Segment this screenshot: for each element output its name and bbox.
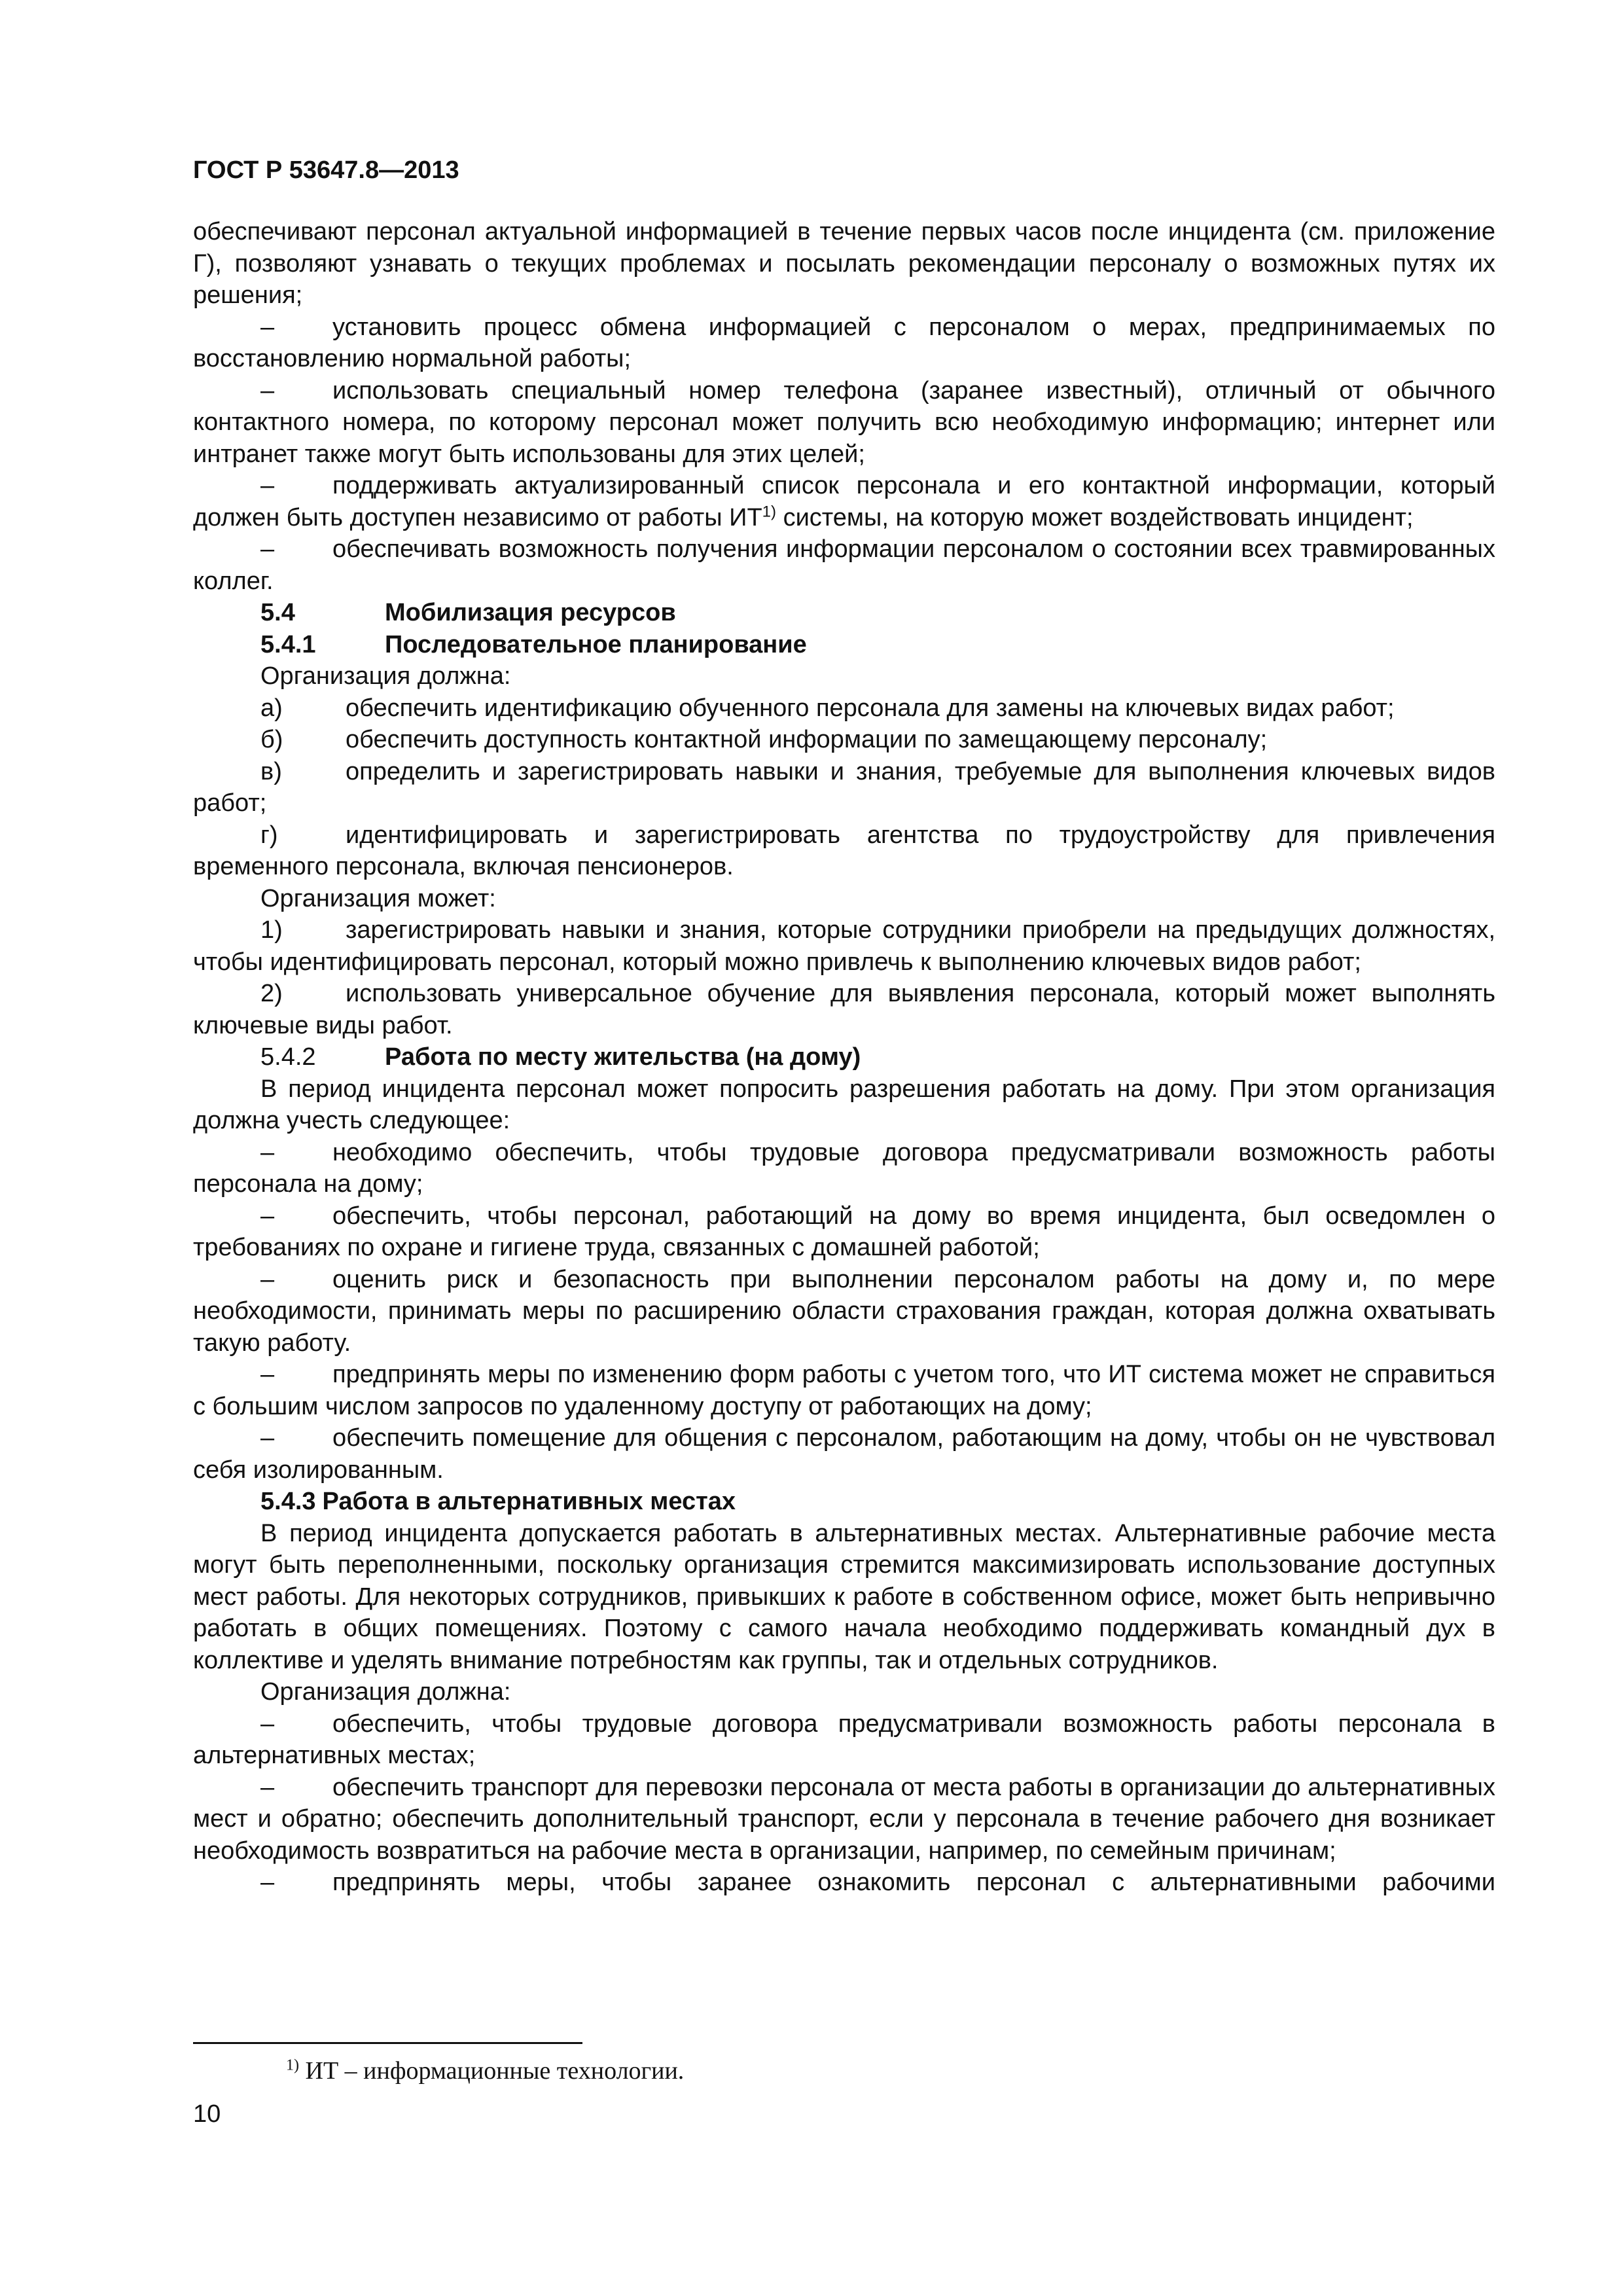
section-heading-5-4-2 bbox=[193, 1041, 1495, 1073]
list-item bbox=[193, 375, 1495, 471]
dash-marker: – bbox=[260, 1869, 275, 1896]
section-heading-5-4 bbox=[193, 597, 1495, 629]
list-item-text: оценить риск и безопасность при выполнении персоналом работы на дому и, по мере необходимости, принимать меры по расширению области страхования граждан, которая должна охватывать такую работу. bbox=[193, 1265, 1495, 1357]
body-text bbox=[193, 216, 1495, 1899]
lead-text: Организация должна: bbox=[260, 662, 511, 690]
document-header: ГОСТ Р 53647.8—2013 bbox=[193, 156, 459, 184]
list-item-text: обеспечить транспорт для перевозки персонала от места работы в организации до альтернативных мест и обратно; обеспечить дополнительный транспорт, если у персонала в течение рабочего дня возникает необходимость возвратиться на рабочие места в организации, например, по семейным причинам; bbox=[193, 1773, 1495, 1865]
list-item-text: поддерживать актуализированный список персонала и его контактной информации, который должен быть доступен независимо от работы ИТ bbox=[193, 472, 1495, 531]
section-title: Работа по месту жительства (на дому) bbox=[385, 1043, 861, 1071]
section-heading-5-4-1 bbox=[193, 629, 1495, 661]
section-intro-paragraph: В период инцидента персонал может попросить разрешения работать на дому. При этом организация должна учесть следующее: bbox=[193, 1075, 1495, 1134]
list-item-text: предпринять меры по изменению форм работы с учетом того, что ИТ система может не справиться с большим числом запросов по удаленному доступу от работающих на дому; bbox=[193, 1361, 1495, 1420]
list-item bbox=[193, 914, 1495, 978]
intro-paragraph: обеспечивают персонал актуальной информацией в течение первых часов после инцидента (см. приложение Г), позволяют узнавать о текущих проблемах и посылать рекомендации персоналу о возможных путях их решения; bbox=[193, 218, 1495, 309]
section-title: Работа в альтернативных местах bbox=[322, 1488, 736, 1515]
list-item-text: обеспечить, чтобы трудовые договора предусматривали возможность работы персонала в альтернативных местах; bbox=[193, 1710, 1495, 1769]
list-item bbox=[193, 1772, 1495, 1867]
list-item-text: обеспечить, чтобы персонал, работающий на дому во время инцидента, был осведомлен о требованиях по охране и гигиене труда, связанных с домашней работой; bbox=[193, 1202, 1495, 1261]
list-item-text: системы, на которую может воздействовать инцидент; bbox=[776, 503, 1414, 531]
list-item bbox=[193, 692, 1495, 725]
list-item-text: идентифицировать и зарегистрировать агентства по трудоустройству для привлечения временного персонала, включая пенсионеров. bbox=[193, 821, 1495, 880]
list-item-text: обеспечить доступность контактной информации по замещающему персоналу; bbox=[346, 726, 1268, 753]
footnote bbox=[286, 2055, 684, 2087]
footnote-reference: 1) bbox=[762, 502, 777, 520]
list-item-text: зарегистрировать навыки и знания, которые сотрудники приобрели на предыдущих должностях, чтобы идентифицировать персонал, который можно привлечь к выполнению ключевых видов работ; bbox=[193, 916, 1495, 976]
footnote-mark: 1) bbox=[286, 2056, 299, 2074]
dash-marker: – bbox=[260, 1773, 275, 1801]
dash-marker: – bbox=[260, 1424, 275, 1452]
list-item bbox=[193, 724, 1495, 756]
list-item bbox=[193, 1867, 1495, 1899]
list-item-text: предпринять меры, чтобы заранее ознакомить персонал с альтернативными рабочими bbox=[332, 1869, 1495, 1896]
dash-marker: – bbox=[260, 472, 275, 499]
section-heading-5-4-3 bbox=[193, 1486, 1495, 1518]
section-number: 5.4.2 bbox=[260, 1043, 316, 1071]
list-item bbox=[193, 312, 1495, 375]
section-number: 5.4 bbox=[260, 599, 295, 626]
list-item bbox=[193, 533, 1495, 597]
section-title: Последовательное планирование bbox=[385, 630, 807, 658]
lead-text: Организация может: bbox=[260, 884, 496, 912]
dash-marker: – bbox=[260, 1265, 275, 1293]
footnote-separator bbox=[193, 2042, 582, 2044]
dash-marker: – bbox=[260, 1710, 275, 1738]
list-item bbox=[193, 1422, 1495, 1486]
dash-marker: – bbox=[260, 376, 275, 404]
list-item bbox=[193, 1264, 1495, 1359]
section-number: 5.4.3 bbox=[260, 1488, 316, 1515]
list-marker: 1) bbox=[260, 916, 283, 944]
list-item bbox=[193, 470, 1495, 533]
page-number: 10 bbox=[193, 2100, 221, 2128]
list-item bbox=[193, 1137, 1495, 1200]
dash-marker: – bbox=[260, 1361, 275, 1388]
list-item-text: использовать специальный номер телефона (заранее известный), отличный от обычного контактного номера, по которому персонал может получить всю необходимую информацию; интернет или интранет также могут быть использованы для этих целей; bbox=[193, 376, 1495, 468]
list-item-text: обеспечить помещение для общения с персоналом, работающим на дому, чтобы он не чувствовал себя изолированным. bbox=[193, 1424, 1495, 1484]
section-intro-paragraph: В период инцидента допускается работать в альтернативных местах. Альтернативные рабочие места могут быть переполненными, поскольку организация стремится максимизировать использование доступных мест работы. Для некоторых сотрудников, привыкших к работе в собственном офисе, может быть непривычно работать в общих помещениях. Поэтому с самого начала необходимо поддерживать командный дух в коллективе и уделять внимание потребностям как группы, так и отдельных сотрудников. bbox=[193, 1519, 1495, 1674]
footnote-text: ИТ – информационные технологии. bbox=[305, 2057, 685, 2085]
list-item-text: использовать универсальное обучение для выявления персонала, который может выполнять ключевые виды работ. bbox=[193, 980, 1495, 1039]
dash-marker: – bbox=[260, 1202, 275, 1230]
list-item-text: необходимо обеспечить, чтобы трудовые договора предусматривали возможность работы персонала на дому; bbox=[193, 1138, 1495, 1198]
list-marker: б) bbox=[260, 726, 283, 753]
dash-marker: – bbox=[260, 535, 275, 563]
list-item bbox=[193, 1200, 1495, 1264]
dash-marker: – bbox=[260, 1138, 275, 1166]
list-marker: в) bbox=[260, 757, 282, 785]
list-marker: а) bbox=[260, 694, 283, 722]
section-title: Мобилизация ресурсов bbox=[385, 599, 676, 626]
dash-marker: – bbox=[260, 313, 275, 341]
list-item bbox=[193, 819, 1495, 883]
list-item-text: определить и зарегистрировать навыки и знания, требуемые для выполнения ключевых видов работ; bbox=[193, 757, 1495, 817]
list-item-text: обеспечить идентификацию обученного персонала для замены на ключевых видах работ; bbox=[346, 694, 1395, 722]
list-item bbox=[193, 1708, 1495, 1772]
lead-text: Организация должна: bbox=[260, 1678, 511, 1706]
list-item bbox=[193, 978, 1495, 1041]
list-marker: г) bbox=[260, 821, 278, 849]
section-number: 5.4.1 bbox=[260, 630, 316, 658]
list-item-text: обеспечивать возможность получения информации персоналом о состоянии всех травмированных коллег. bbox=[193, 535, 1495, 595]
list-item bbox=[193, 756, 1495, 819]
list-item-text: установить процесс обмена информацией с персоналом о мерах, предпринимаемых по восстановлению нормальной работы; bbox=[193, 313, 1495, 372]
list-item bbox=[193, 1359, 1495, 1422]
list-marker: 2) bbox=[260, 980, 283, 1007]
